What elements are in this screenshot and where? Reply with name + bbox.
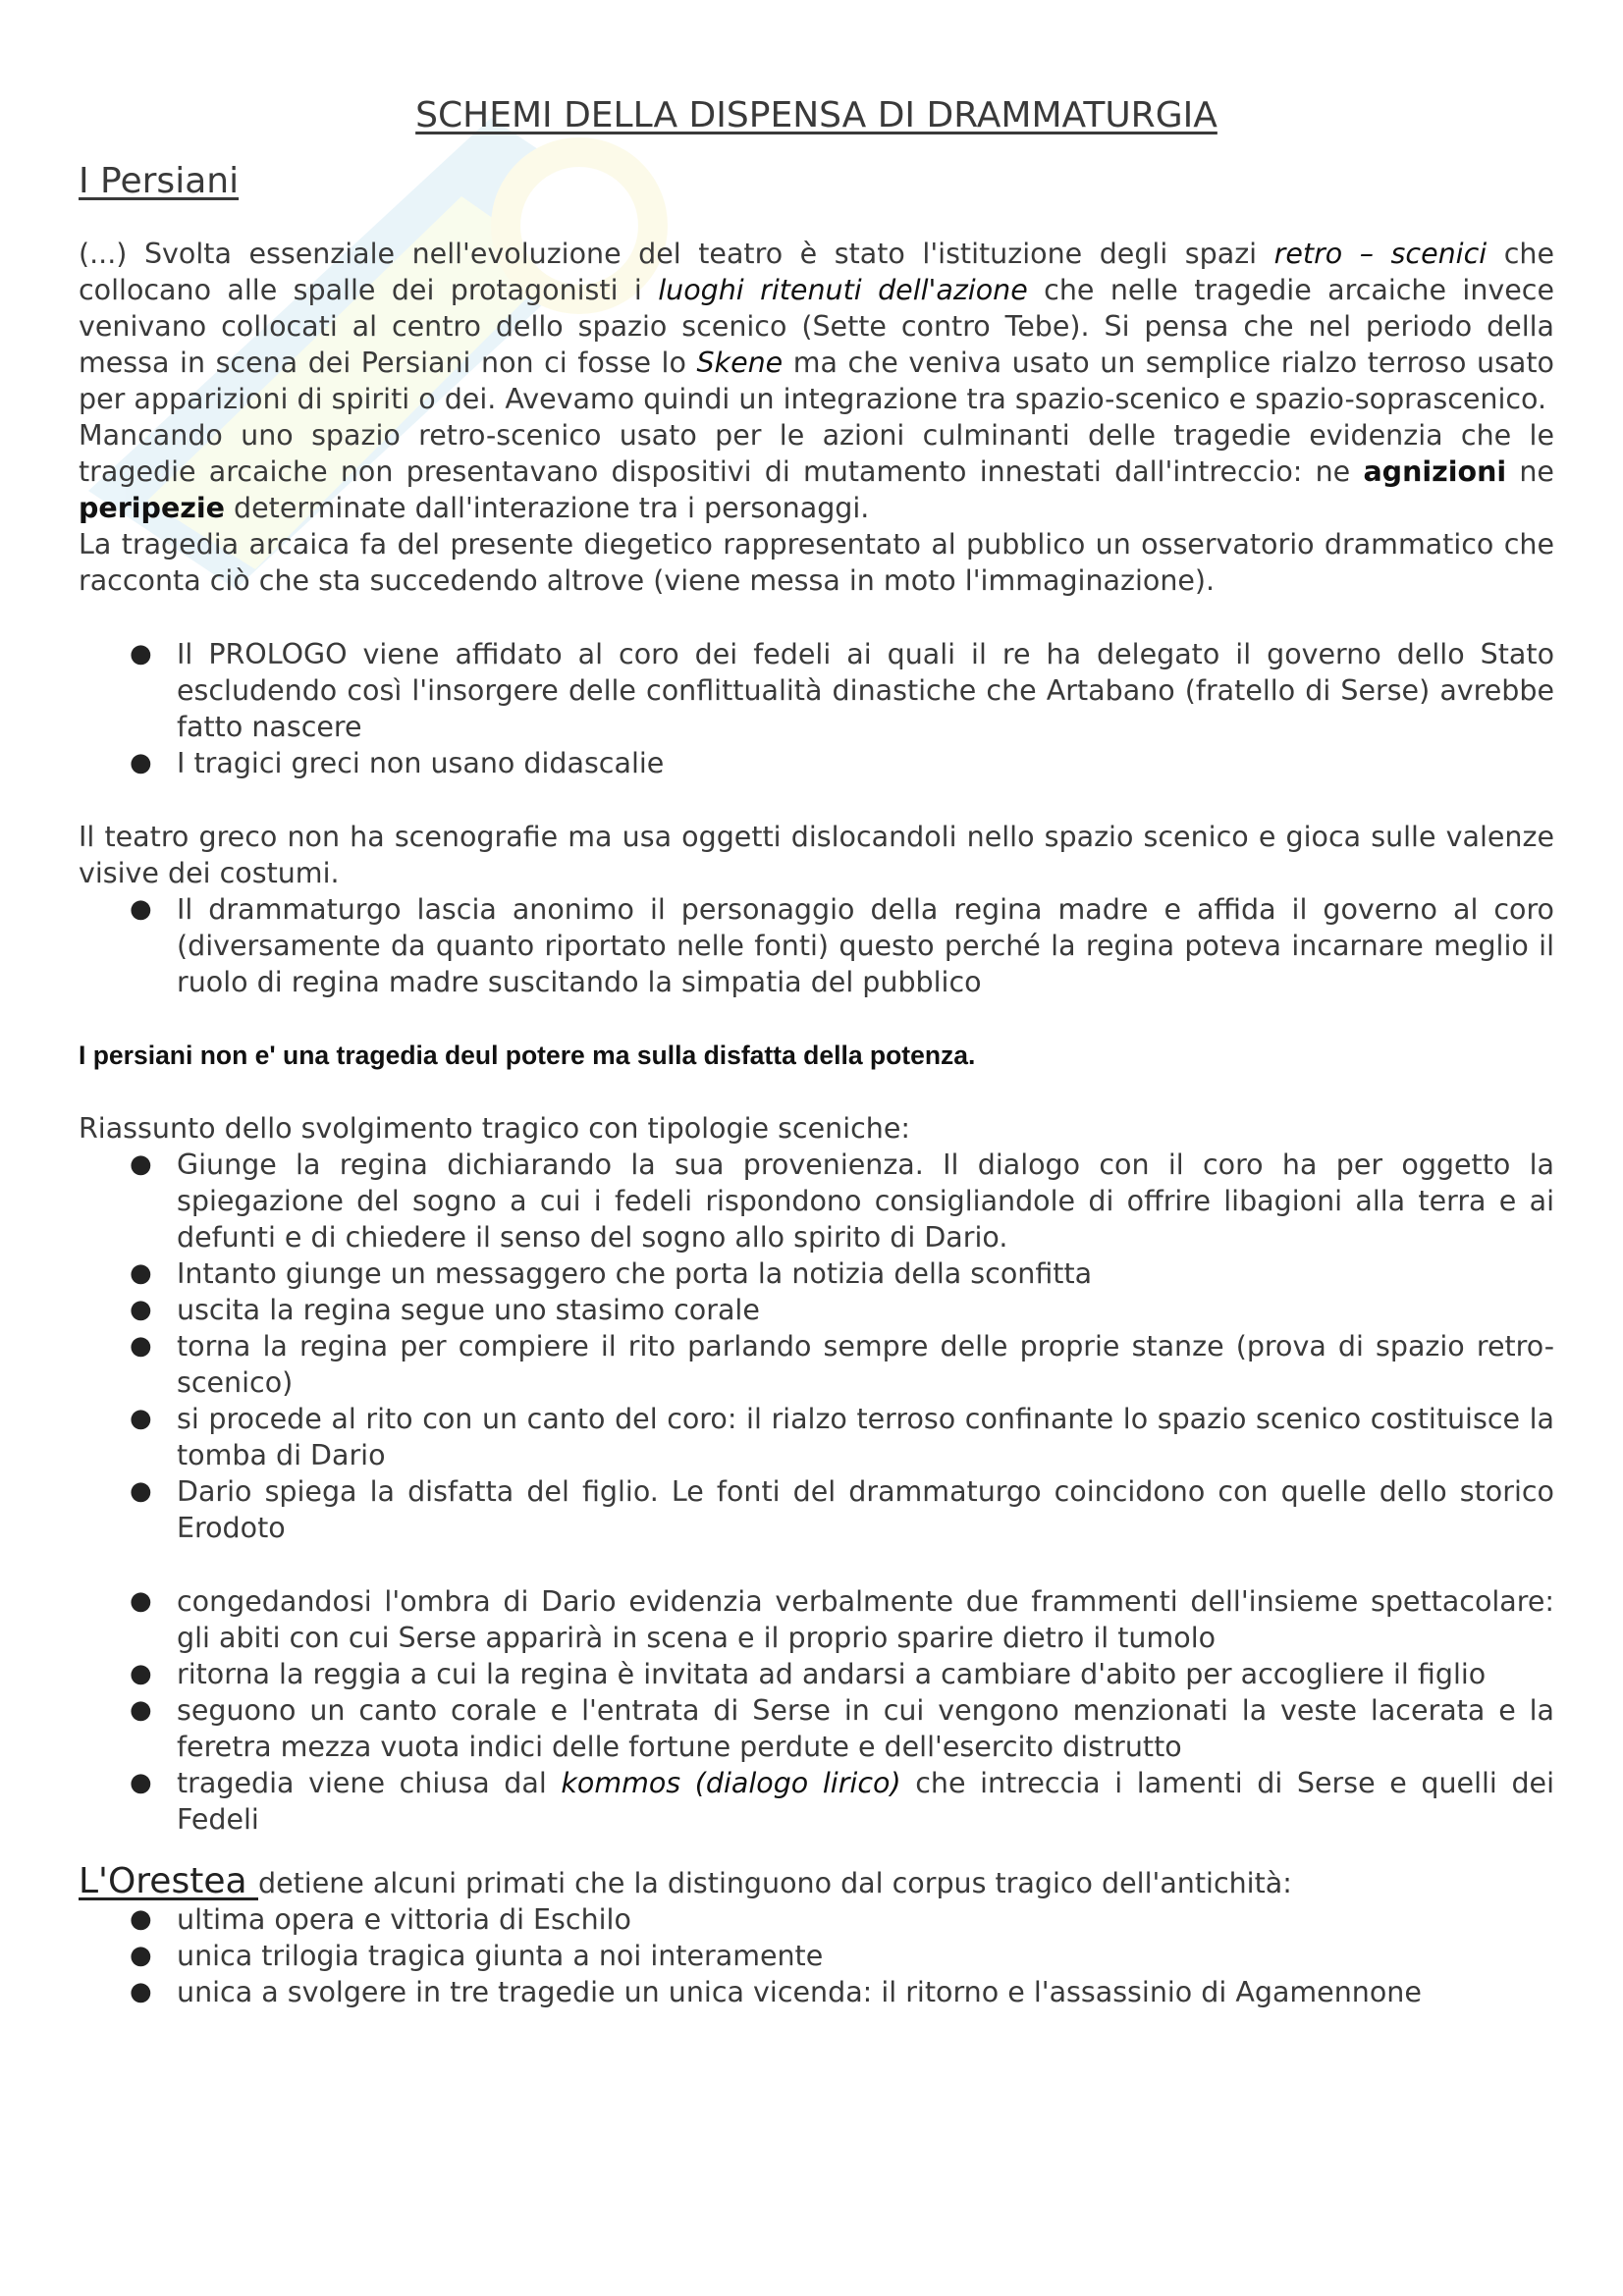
prologo-list: [79, 636, 1554, 781]
list-item: ● congedandosi l'ombra di Dario evidenzia verbalmente due frammenti dell'insieme spettacolare: gli abiti con cui Serse apparirà in scena e il proprio sparire dietro il tumolo: [130, 1585, 1554, 1654]
bullet-icon: ●: [130, 1586, 152, 1616]
list-item: ● unica a svolgere in tre tragedie un unica vicenda: il ritorno e l'assassinio di Agamennone: [130, 1976, 1422, 2008]
bullet-icon: ●: [130, 1149, 152, 1179]
list-item: [79, 1765, 1554, 1838]
mutamento-text-3: determinate dall'interazione tra i personaggi.: [224, 492, 870, 524]
riassunto-list-b: [79, 1583, 1554, 1838]
kommos-text-1: tragedia viene chiusa dal: [177, 1767, 562, 1799]
bullet-icon: ●: [130, 894, 152, 924]
riassunto-intro: Riassunto dello svolgimento tragico con tipologie sceniche:: [79, 1112, 910, 1145]
list-item: ● Intanto giunge un messaggero che porta la notizia della sconfitta: [130, 1257, 1093, 1290]
intro-text-1: (...) Svolta essenziale nell'evoluzione del teatro è stato l'istituzione degli spazi: [79, 238, 1274, 270]
regina-list: [79, 891, 1554, 1000]
list-item: ● seguono un canto corale e l'entrata di Serse in cui vengono menzionati la veste lacerata e la feretra mezza vuota indici delle fortune perdute e dell'esercito distrutto: [130, 1694, 1554, 1763]
list-item: ● torna la regina per compiere il rito parlando sempre delle proprie stanze (prova di spazio retro-scenico): [130, 1330, 1554, 1399]
mutamento-text-1: Mancando uno spazio retro-scenico usato per le azioni culminanti delle tragedie evidenzia che le tragedie arcaiche non presentavano dispositivi di mutamento innestati dall'intreccio: ne: [79, 419, 1554, 488]
list-item: ● Dario spiega la disfatta del figlio. Le fonti del drammaturgo coincidono con quelle dello storico Erodoto: [130, 1475, 1554, 1544]
section-heading-orestea: L'Orestea: [79, 1861, 258, 1901]
bullet-icon: ●: [130, 1941, 152, 1970]
bullet-icon: ●: [130, 1295, 152, 1324]
kommos-emphasis: kommos (dialogo lirico): [561, 1767, 901, 1799]
intro-text-2: che collocano alle spalle dei protagonisti i: [79, 238, 1554, 306]
mutamento-text-2: ne: [1506, 455, 1554, 488]
orestea-intro-line: [79, 1863, 1554, 1901]
document-page: [79, 94, 1554, 2010]
orestea-list: [79, 1901, 1554, 2010]
list-item: ● si procede al rito con un canto del coro: il rialzo terroso confinante lo spazio scenico costituisce la tomba di Dario: [130, 1403, 1554, 1471]
list-item: ● uscita la regina segue uno stasimo corale: [130, 1294, 760, 1326]
intro-text-4: ma che veniva usato un semplice rialzo terroso usato per apparizioni di spiriti o dei. Avevamo quindi un integrazione tra spazio-scenico e spazio-soprascenico.: [79, 347, 1554, 415]
list-item: ● Giunge la regina dichiarando la sua provenienza. Il dialogo con il coro ha per oggetto la spiegazione del sogno a cui i fedeli rispondono consigliandole di offrire libagioni alla terra e ai defunti e di chiedere il senso del sogno allo spirito di Dario.: [130, 1148, 1554, 1254]
riassunto-list-a: [79, 1147, 1554, 1546]
bullet-icon: ●: [130, 1977, 152, 2006]
bullet-icon: ●: [130, 1904, 152, 1934]
intro-emphasis-retro-scenici: retro – scenici: [1273, 238, 1488, 270]
intro-emphasis-luoghi: luoghi ritenuti dell'azione: [658, 274, 1028, 306]
intro-emphasis-skene: Skene: [696, 347, 784, 379]
bullet-icon: ●: [130, 748, 152, 777]
list-item: ● Il drammaturgo lascia anonimo il personaggio della regina madre e affida il governo al coro (diversamente da quanto riportato nelle fonti) questo perché la regina poteva incarnare meglio il ruolo di regina madre suscitando la simpatia del pubblico: [130, 893, 1554, 998]
bullet-icon: ●: [130, 1331, 152, 1361]
intro-paragraph: [79, 236, 1554, 417]
scenografie-paragraph: Il teatro greco non ha scenografie ma usa oggetti dislocandoli nello spazio scenico e gioca sulle valenze visive dei costumi.: [79, 821, 1554, 889]
list-item: ● unica trilogia tragica giunta a noi interamente: [130, 1940, 824, 1972]
bold-peripezie: peripezie: [79, 492, 225, 524]
list-item: ● Il PROLOGO viene affidato al coro dei fedeli ai quali il re ha delegato il governo dello Stato escludendo così l'insorgere delle conflittualità dinastiche che Artabano (fratello di Serse) avrebbe fatto nascere: [130, 638, 1554, 743]
intro-text-3: che nelle tragedie arcaiche invece venivano collocati al centro dello spazio scenico (Sette contro Tebe). Si pensa che nel periodo della messa in scena dei Persiani non ci fosse lo: [79, 274, 1554, 379]
kommos-text-2: che intreccia i lamenti di Serse e quelli dei Fedeli: [177, 1767, 1555, 1836]
bullet-icon: ●: [130, 1659, 152, 1688]
bullet-icon: ●: [130, 1476, 152, 1506]
mutamento-paragraph: [79, 417, 1554, 526]
bold-statement: I persiani non e' una tragedia deul potere ma sulla disfatta della potenza.: [79, 1041, 976, 1070]
diegetico-paragraph: La tragedia arcaica fa del presente diegetico rappresentato al pubblico un osservatorio drammatico che racconta ciò che sta succedendo altrove (viene messa in moto l'immaginazione).: [79, 528, 1554, 597]
bullet-icon: ●: [130, 1768, 152, 1797]
document-title: SCHEMI DELLA DISPENSA DI DRAMMATURGIA: [415, 95, 1217, 135]
bullet-icon: ●: [130, 1404, 152, 1433]
section-heading-persiani: I Persiani: [79, 161, 240, 201]
orestea-intro: detiene alcuni primati che la distinguono dal corpus tragico dell'antichità:: [257, 1867, 1292, 1899]
list-item: ● I tragici greci non usano didascalie: [130, 747, 665, 779]
list-item: ● ritorna la reggia a cui la regina è invitata ad andarsi a cambiare d'abito per accogliere il figlio: [130, 1658, 1487, 1690]
bullet-icon: ●: [130, 1695, 152, 1725]
list-item: ● ultima opera e vittoria di Eschilo: [130, 1903, 631, 1936]
bold-agnizioni: agnizioni: [1363, 455, 1507, 488]
bullet-icon: ●: [130, 639, 152, 668]
bullet-icon: ●: [130, 1258, 152, 1288]
